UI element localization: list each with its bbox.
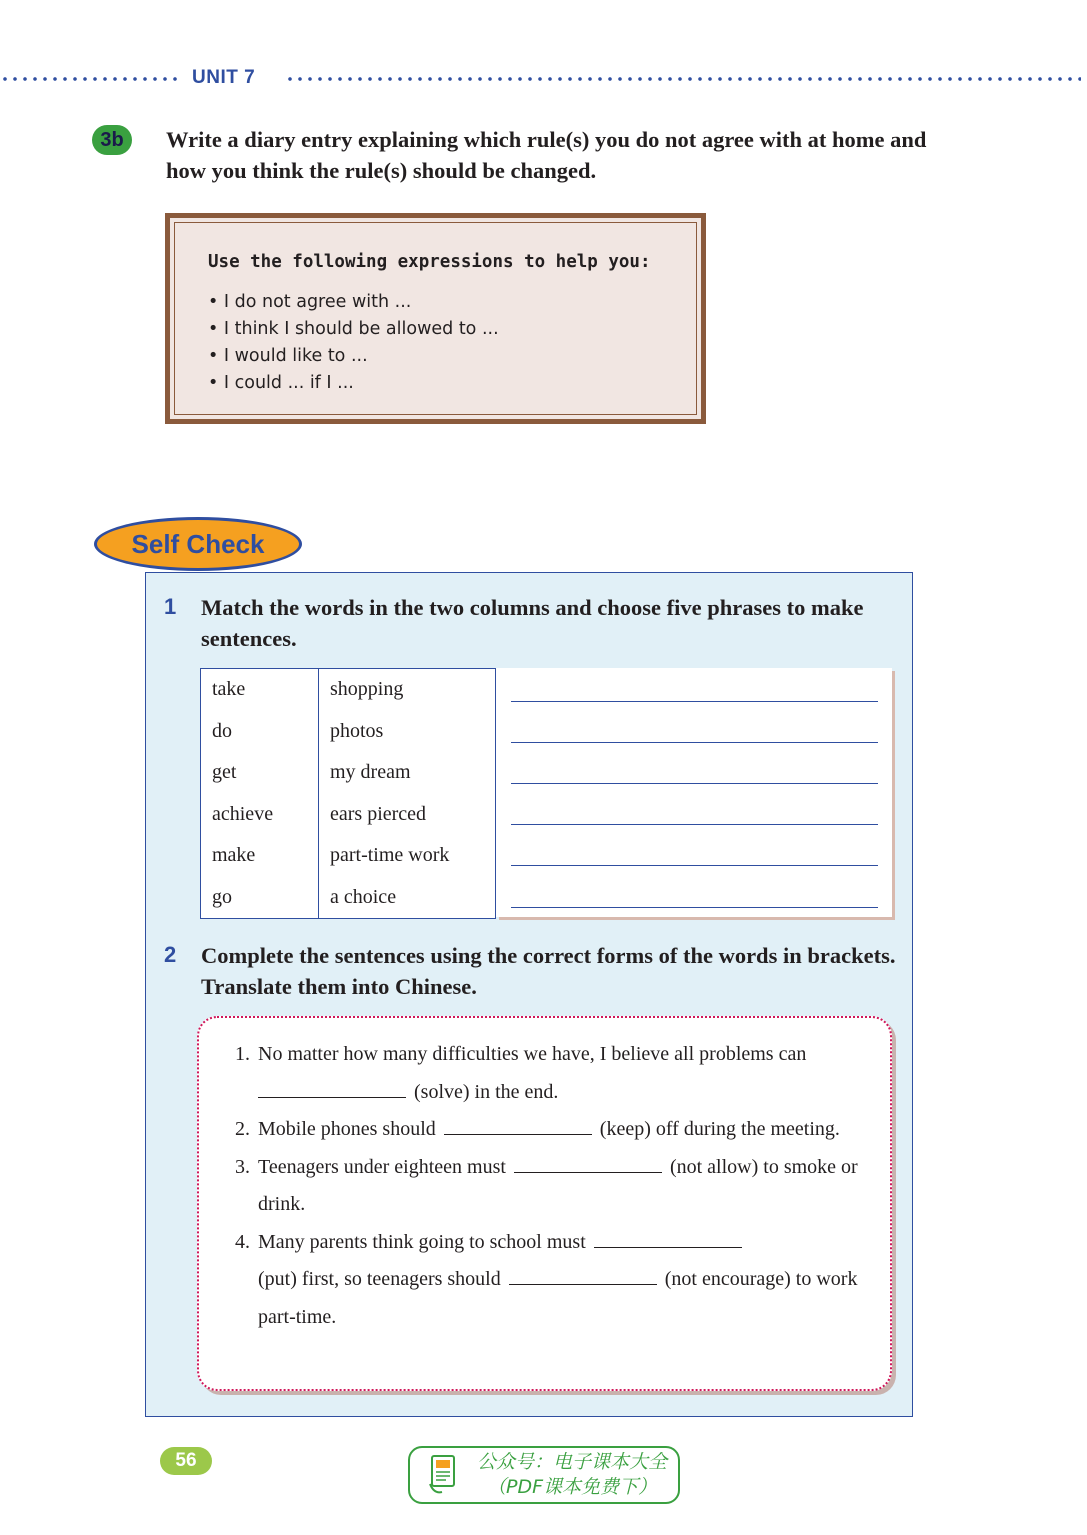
watermark-text: 公众号：电子课本大全 （PDF课本免费下）	[476, 1451, 667, 1498]
sentence-item	[58, 1224, 878, 1337]
page-number: 56	[160, 1447, 212, 1475]
fill-blank[interactable]	[509, 1283, 657, 1285]
question-2-number: 2	[164, 942, 177, 967]
sentence-text: (solve) in the end.	[414, 1080, 559, 1103]
sentences-list	[58, 1036, 878, 1336]
answer-line[interactable]	[511, 865, 878, 866]
fill-blank[interactable]	[594, 1246, 742, 1248]
col2-cell: ears pierced	[319, 794, 496, 836]
col2-cell: a choice	[319, 877, 496, 919]
sentence-text: (keep) off during the meeting.	[599, 1118, 840, 1140]
sentence-number: 4.	[235, 1230, 250, 1253]
answer-line[interactable]	[511, 701, 878, 702]
sentence-text: (not allow) to smoke or drink.	[258, 1155, 858, 1215]
sentence-item	[58, 1036, 878, 1111]
answer-line[interactable]	[511, 742, 878, 743]
table-row	[201, 752, 496, 794]
table-row	[201, 835, 496, 877]
question-1-number: 1	[164, 594, 177, 619]
book-icon	[428, 1454, 458, 1496]
sentence-text: Mobile phones should	[258, 1118, 436, 1140]
answer-line[interactable]	[511, 783, 878, 784]
expression-item: • I could ... if I ...	[208, 370, 499, 397]
expressions-heading: Use the following expressions to help you:	[208, 252, 651, 272]
sentence-text: Many parents think going to school must	[258, 1230, 586, 1253]
expressions-list	[208, 289, 499, 397]
answer-line[interactable]	[511, 824, 878, 825]
sentence-item	[58, 1149, 878, 1224]
task-3b-badge: 3b	[92, 125, 132, 155]
table-row	[201, 711, 496, 753]
col1-cell: make	[201, 835, 319, 877]
table-row	[201, 877, 496, 919]
sentence-number: 1.	[235, 1043, 250, 1065]
question-2-text: Complete the sentences using the correct forms of the words in brackets. Translate them into Chinese.	[201, 943, 896, 999]
col1-cell: achieve	[201, 794, 319, 836]
answer-line[interactable]	[511, 907, 878, 908]
col1-cell: do	[201, 711, 319, 753]
sentence-number: 3.	[235, 1155, 250, 1178]
expression-item: • I would like to ...	[208, 343, 499, 370]
self-check-tab: Self Check	[94, 517, 302, 571]
expression-item: • I do not agree with ...	[208, 289, 499, 316]
header-dots-left	[0, 76, 182, 82]
sentence-text: (put) first, so teenagers should	[258, 1268, 501, 1290]
watermark	[408, 1446, 680, 1504]
col1-cell: get	[201, 752, 319, 794]
col1-cell: go	[201, 877, 319, 919]
fill-blank[interactable]	[258, 1096, 406, 1098]
sentence-item	[58, 1111, 878, 1149]
table-row	[201, 669, 496, 711]
fill-blank[interactable]	[514, 1171, 662, 1173]
task-3b-instruction: Write a diary entry explaining which rule(s) you do not agree with at home and how you think the rule(s) should be changed.	[166, 127, 927, 183]
question-1-text: Match the words in the two columns and choose five phrases to make sentences.	[201, 595, 864, 651]
col2-cell: my dream	[319, 752, 496, 794]
sentence-text: (not encourage) to work part-time.	[258, 1268, 858, 1328]
sentence-number: 2.	[235, 1118, 250, 1140]
table-row	[201, 794, 496, 836]
sentence-text: No matter how many difficulties we have, I believe all problems can	[258, 1043, 807, 1065]
col2-cell: photos	[319, 711, 496, 753]
match-table	[200, 668, 496, 919]
sentence-text: Teenagers under eighteen must	[258, 1155, 506, 1178]
expressions-box	[165, 213, 706, 424]
col1-cell: take	[201, 669, 319, 711]
answer-area	[496, 668, 892, 917]
header-dots-right	[285, 76, 1081, 82]
col2-cell: shopping	[319, 669, 496, 711]
unit-title: UNIT 7	[192, 67, 256, 88]
col2-cell: part-time work	[319, 835, 496, 877]
fill-blank[interactable]	[444, 1133, 592, 1135]
expression-item: • I think I should be allowed to ...	[208, 316, 499, 343]
